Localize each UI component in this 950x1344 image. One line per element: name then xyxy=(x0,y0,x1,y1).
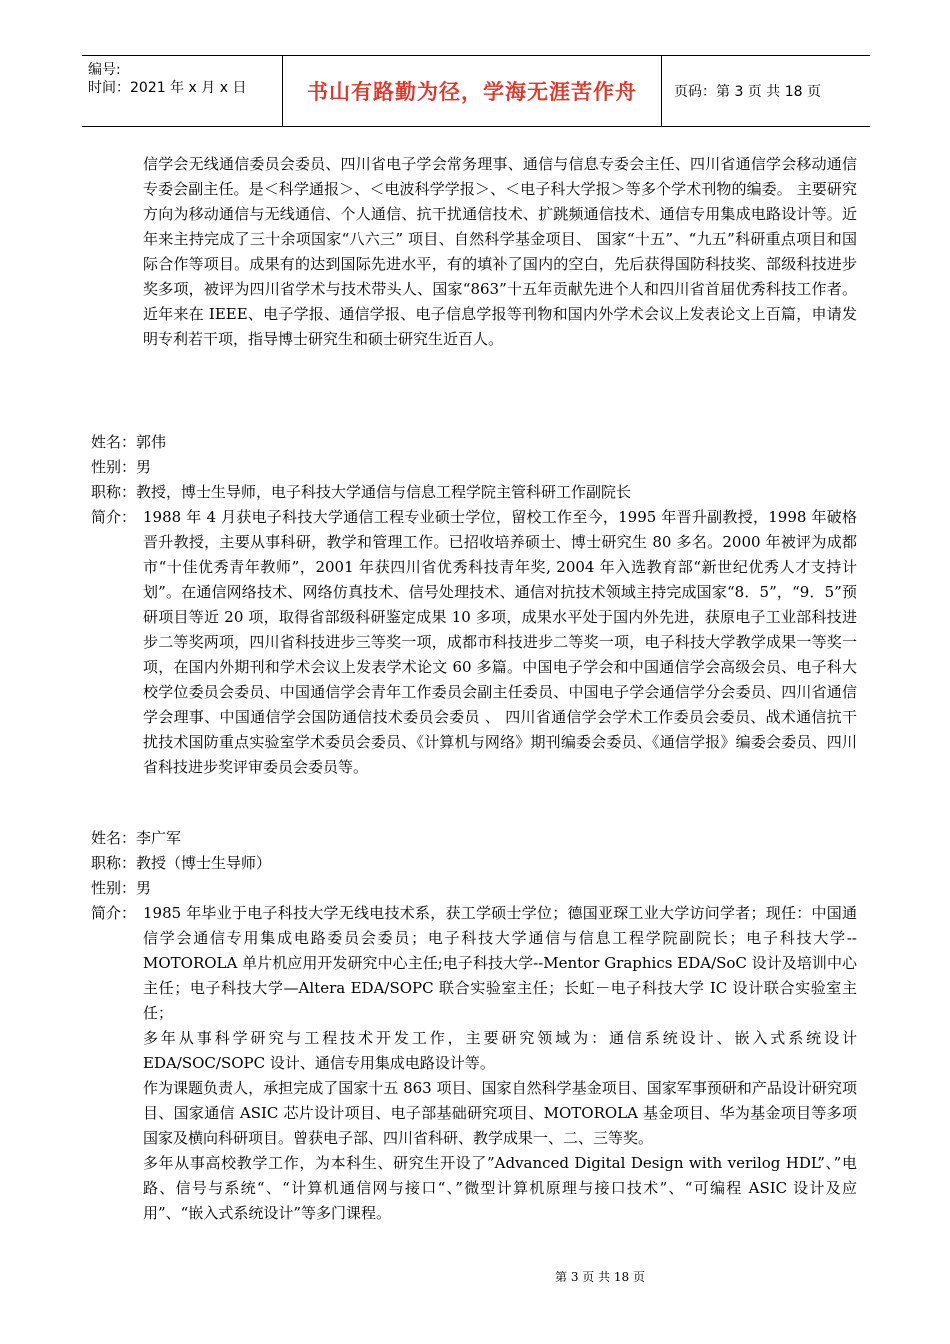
number-label: 编号: xyxy=(88,62,121,78)
person1-title: 职称：教授，博士生导师，电子科技大学通信与信息工程学院主管科研工作副院长 xyxy=(91,483,632,501)
header-meta xyxy=(82,56,282,126)
person1-bio-label: 简介： xyxy=(91,508,137,526)
date-label: 时间：2021 年 x 月 x 日 xyxy=(88,80,247,96)
person1-bio-block xyxy=(91,505,857,780)
person2-bio-paragraph: 作为课题负责人，承担完成了国家十五 863 项目、国家自然科学基金项目、国家军事预研和产品设计研究项目、国家通信 ASIC 芯片设计项目、电子部基础研究项目、MOTOROLA 基金项目、华为基金项目等多项国家及横向科研项目。曾获电子部、四川省科研、教学成果一、二、三等奖。 xyxy=(143,1079,857,1147)
person1-gender: 性别：男 xyxy=(91,458,152,476)
person2-name: 姓名：李广军 xyxy=(91,829,182,847)
person2-gender: 性别：男 xyxy=(91,879,152,897)
intro-paragraph: 信学会无线通信委员会委员、四川省电子学会常务理事、通信与信息专委会主任、四川省通信学会移动通信专委会副主任。是＜科学通报＞、＜电波科学学报＞、＜电子科大学报＞等多个学术刊物的编委。 主要研究方向为移动通信与无线通信、个人通信、抗干扰通信技术、扩跳频通信技术、通信专用集成电路设计等。近年来主持完成了三十余项国家“八六三” 项目、自然科学基金项目、 国家“十五”、“九五”科研重点项目和国际合作等项目。成果有的达到国际先进水平，有的填补了国内的空白，先后获得国防科技奖、部级科技进步奖多项，被评为四川省学术与技术带头人、国家“863”十五年贡献先进个人和四川省首届优秀科技工作者。近年来在 IEEE、电子学报、通信学报、电子信息学报等刊物和国内外学术会议上发表论文上百篇，申请发明专利若干项，指导博士研究生和硕士研究生近百人。 xyxy=(143,155,857,348)
page-footer: 第 3 页 共 18 页 xyxy=(555,1270,645,1284)
person2-bio xyxy=(143,901,857,1226)
header-motto: 书山有路勤为径，学海无涯苦作舟 xyxy=(282,56,662,126)
page-header xyxy=(82,55,870,127)
person2-bio-paragraph: 多年从事高校教学工作，为本科生、研究生开设了”Advanced Digital Design with verilog HDL”、”电路、信号与系统“、“计算机通信网与接口“、”微型计算机原理与接口技术”、“可编程 ASIC 设计及应用”、“嵌入式系统设计”等多门课程。 xyxy=(143,1154,857,1222)
person1-name: 姓名：郭伟 xyxy=(91,433,167,451)
person1-bio: 1988 年 4 月获电子科技大学通信工程专业硕士学位，留校工作至今，1995 年晋升副教授，1998 年破格晋升教授，主要从事科研，教学和管理工作。已招收培养硕士、博士研究生 80 多名。2000 年被评为成都市“十佳优秀青年教师”，2001 年获四川省优秀科技青年奖, 2004 年入选教育部“新世纪优秀人才支持计划”。在通信网络技术、网络仿真技术、信号处理技术、通信对抗技术领域主持完成国家“8．5”，“9．5”预研项目等近 20 项，取得省部级科研鉴定成果 10 多项，成果水平处于国内外先进，获原电子工业部科技进步二等奖两项，四川省科技进步三等奖一项，成都市科技进步二等奖一项，电子科技大学教学成果一等奖一项，在国内外期刊和学术会议上发表学术论文 60 多篇。中国电子学会和中国通信学会高级会员、电子科大校学位委员会委员、中国通信学会青年工作委员会副主任委员、中国电子学会通信学分会委员、四川省通信学会理事、中国通信学会国防通信技术委员会委员 、 四川省通信学会学术工作委员会委员、战术通信抗干扰技术国防重点实验室学术委员会委员、《计算机与网络》期刊编委会委员、《通信学报》编委会委员、四川省科技进步奖评审委员会委员等。 xyxy=(143,508,857,776)
person2-bio-paragraph: 1985 年毕业于电子科技大学无线电技术系，获工学硕士学位；德国亚琛工业大学访问学者；现任：中国通信学会通信专用集成电路委员会委员；电子科技大学通信与信息工程学院副院长；电子科技大学--MOTOROLA 单片机应用开发研究中心主任;电子科技大学--Mentor Graphics EDA/SoC 设计及培训中心主任；电子科技大学—Altera EDA/SOPC 联合实验室主任；长虹－电子科技大学 IC 设计联合实验室主任； xyxy=(143,904,857,1022)
header-page-label: 页码：第 3 页 共 18 页 xyxy=(674,84,821,100)
person2-bio-label: 简介： xyxy=(91,904,137,922)
person2-bio-paragraph: 多年从事科学研究与工程技术开发工作，主要研究领域为：通信系统设计、嵌入式系统设计EDA/SOC/SOPC 设计、通信专用集成电路设计等。 xyxy=(143,1029,857,1072)
person2-title: 职称：教授（博士生导师） xyxy=(91,854,272,872)
person2-bio-block xyxy=(91,901,857,1226)
